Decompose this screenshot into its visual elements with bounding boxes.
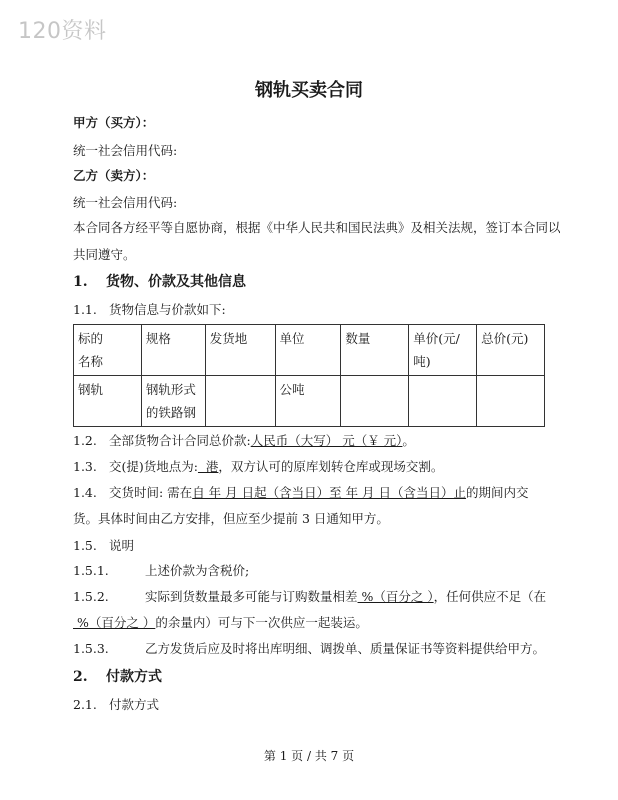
section-2-title: 付款方式: [106, 669, 162, 685]
header-cell: 规格: [141, 325, 205, 376]
clause-1-3: 1.3. 交(提)货地点为: 港，双方认可的原库划转仓库或现场交割。: [73, 459, 444, 474]
table-cell: [477, 376, 545, 427]
header-cell: 数量: [341, 325, 409, 376]
section-1-heading: [73, 271, 246, 291]
total-price-blank: 人民币（大写） 元（￥ 元）: [250, 433, 403, 448]
clause-2-1: 2.1. 付款方式: [73, 697, 160, 712]
preamble-line-1: 本合同各方经平等自愿协商，根据《中华人民共和国民法典》及相关法规，签订本合同以: [73, 220, 561, 235]
table-cell: [341, 376, 409, 427]
header-cell: 标的 名称: [74, 325, 142, 376]
clause-1-5-2: 1.5.2. 实际到货数量最多可能与订购数量相差 %（百分之 ），任何供应不足（在: [73, 589, 547, 604]
header-cell: 发货地: [205, 325, 275, 376]
table-cell: 钢轨形式 的铁路钢: [141, 376, 205, 427]
clause-number: 2.1.: [73, 697, 97, 712]
clause-1-4-line-2: 货。具体时间由乙方安排，但应至少提前 3 日通知甲方。: [73, 511, 389, 526]
table-cell: [205, 376, 275, 427]
clause-1-1: [73, 300, 226, 318]
allowance-blank: %（百分之 ）: [73, 615, 156, 630]
clause-1-5-1: 1.5.1. 上述价款为含税价;: [73, 563, 250, 578]
section-2-heading: [73, 666, 162, 686]
clause-number: 1.4.: [73, 485, 97, 500]
section-2-number: 2.: [73, 669, 88, 685]
delivery-period-blank: 自 年 月 日起（含当日）至 年 月 日（含当日）止: [192, 485, 467, 500]
table-cell: 公吨: [275, 376, 341, 427]
clause-number: 1.5.: [73, 538, 97, 553]
header-cell: 单价(元/ 吨): [409, 325, 477, 376]
party-a-label: 甲方（买方）：: [73, 115, 155, 130]
header-cell: 总价(元): [477, 325, 545, 376]
party-b-label: 乙方（卖方）：: [73, 168, 155, 183]
clause-1-5: 1.5. 说明: [73, 538, 135, 553]
party-b-credit-code: 统一社会信用代码:: [73, 195, 178, 210]
clause-1-2: 1.2. 全部货物合计合同总价款:人民币（大写） 元（￥ 元）。: [73, 433, 415, 448]
clause-number: 1.2.: [73, 433, 97, 448]
clause-1-4: 1.4. 交货时间: 需在自 年 月 日起（含当日）至 年 月 日（含当日）止的期间内交: [73, 485, 529, 500]
page-footer: 第 1 页 / 共 7 页: [263, 749, 355, 763]
preamble-line-2: 共同遵守。: [73, 247, 136, 262]
document-title: 钢轨买卖合同: [255, 80, 363, 101]
clause-number: 1.5.1.: [73, 563, 109, 578]
watermark: 120资料: [18, 19, 107, 44]
delivery-port-blank: 港: [197, 459, 219, 474]
party-a-credit-code: 统一社会信用代码:: [73, 143, 178, 158]
clause-1-5-2-line-2: %（百分之 ）的余量内）可与下一次供应一起装运。: [73, 615, 368, 630]
quantity-tolerance-blank: %（百分之 ）: [357, 589, 434, 604]
table-row: [74, 376, 545, 427]
clause-text: 货物信息与价款如下:: [109, 302, 226, 317]
section-1-number: 1.: [73, 274, 88, 290]
table-cell: [409, 376, 477, 427]
clause-number: 1.3.: [73, 459, 97, 474]
clause-1-5-3: 1.5.3. 乙方发货后应及时将出库明细、调拨单、质量保证书等资料提供给甲方。: [73, 641, 546, 656]
clause-number: 1.5.3.: [73, 641, 109, 656]
table-header-row: [74, 325, 545, 376]
clause-number: 1.5.2.: [73, 589, 109, 604]
clause-number: 1.1.: [73, 302, 97, 317]
section-1-title: 货物、价款及其他信息: [106, 274, 246, 290]
goods-table: [73, 324, 545, 427]
header-cell: 单位: [275, 325, 341, 376]
table-cell: 钢轨: [74, 376, 142, 427]
